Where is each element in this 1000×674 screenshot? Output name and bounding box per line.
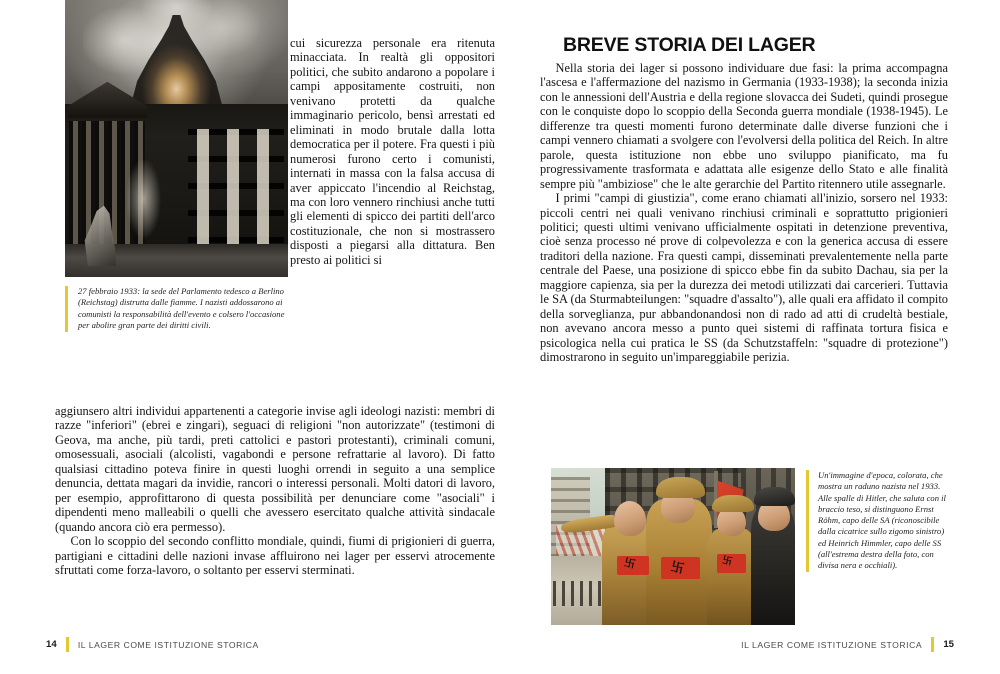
photo-insignia-1: 卐 xyxy=(623,557,637,572)
photo-cap-rohm xyxy=(656,477,705,497)
footer-right-page xyxy=(741,637,954,652)
page-title: BREVE STORIA DEI LAGER xyxy=(563,34,816,56)
footer-left-page xyxy=(46,637,259,652)
running-head: IL LAGER COME ISTITUZIONE STORICA xyxy=(741,639,923,650)
photo-insignia-3: 卐 xyxy=(720,555,733,569)
left-column-full-text xyxy=(55,404,495,577)
accent-rule xyxy=(66,637,69,652)
running-head: IL LAGER COME ISTITUZIONE STORICA xyxy=(77,639,259,650)
photo-windows xyxy=(188,129,284,246)
paragraph: I primi "campi di giustizia", come erano chiamati all'inizio, sorsero nel 1933: piccoli centri nei quali venivano rinchiusi criminali e soprattutto prigionieri politici; questi ultimi venivano ufficialmente ospitati in detenzione preventiva, cioè senza processo né prove di colpevolezza e con la generica accusa di essere traditori della nazione. Fra questi campi, disseminati prevalentemente nella parte centrale del Paese, una posizione di spicco ebbe fin da subito Dachau, sia per la maggiore capienza, sia per la durezza dei metodi utilizzati dai carcerieri. Tuttavia le SA (da Sturmabteilungen: "squadre d'assalto"), alle quali era affidato il compito della sorveglianza, pur abbandonandosi non di rado ad atti di crudeltà bestiale, non avevano ancora messo a punto quei sistemi di raffinata tortura fisica e psicologica nella cui pratica le SS (da Schutzstaffeln: "squadre di protezione") dimostrarono in seguito un'impareggiabile perizia. xyxy=(540,191,948,365)
photo-figure-officer xyxy=(707,528,756,625)
left-column-narrow-text xyxy=(290,36,495,267)
photo-insignia-2: 卐 xyxy=(669,558,685,576)
reichstag-fire-photo xyxy=(65,0,288,277)
photo-head-hitler xyxy=(614,501,646,536)
page-number: 15 xyxy=(943,639,954,650)
accent-rule xyxy=(931,637,934,652)
paragraph: aggiunsero altri individui appartenenti a categorie invise agli ideologi nazisti: membri di razze "inferiori" (ebrei e zingari), seguaci di religioni "non autorizzate" (testimoni di Geova, ma anche, più tardi, preti cattolici e pastori protestanti), criminali comuni, omosessuali, asociali (alcolisti, vagabondi e persone refrattarie al lavoro). Di fatto qualsiasi cittadino poteva finire in questi luoghi orrendi in seguito a una semplice denuncia, dettata magari da invidie, rancori o interessi personali. Molti datori di lavoro, per esempio, approfittarono di questa possibilità per denunciare come "asociali" i dipendenti meno malleabili o quelli che avessero esercitato qualche attività sindacale (quando ancora ciò era permesso). xyxy=(55,404,495,534)
photo-cap-himmler xyxy=(754,487,795,506)
nazi-rally-colorized-photo xyxy=(551,468,795,625)
paragraph: Nella storia dei lager si possono individuare due fasi: la prima accompagna l'ascesa e l'affermazione del nazismo in Germania (1933-1938); la seconda inizia con le annessioni dell'Austria e della regione slovacca dei Sudeti, quindi prosegue con le conquiste dopo lo scoppio della Seconda guerra mondiale (1938-1945). Le differenze tra questi momenti furono determinate dalle diverse funzioni che i campi vennero chiamati a svolgere con l'evolversi della politica del Reich. In altre parole, questa istituzione non ebbe uno sviluppo pianificato, ma fu progressivamente trasformata e adattata alle esigenze dello Stato e alle finalità sempre più "ambiziose" che le alte gerarchie del Partito ritennero utile assegnarle. xyxy=(540,61,948,191)
photo-cap-officer xyxy=(712,495,753,512)
caption-reichstag: 27 febbraio 1933: la sede del Parlamento tedesco a Berlino (Reichstag) distrutta dalle fiamme. I nazisti addossarono ai comunisti la responsabilità dell'evento e colsero l'occasione per abolire gran parte dei diritti civili. xyxy=(65,286,287,332)
caption-rally: Un'immagine d'epoca, colorata, che mostra un raduno nazista nel 1933. Alle spalle di Hitler, che saluta con il braccio teso, si distinguono Ernst Röhm, capo delle SA (riconoscibile dalla cicatrice sullo zigomo sinistro) ed Heinrich Himmler, capo delle SS (all'estrema destra della foto, con divisa nera e occhiali). xyxy=(806,470,951,572)
photo-fire-glow xyxy=(119,143,168,255)
paragraph: cui sicurezza personale era ritenuta minacciata. In realtà gli oppositori politici, che subito andarono a popolare i campi appositamente costruiti, non venivano protetti da qualche immaginario pericolo, bensì arrestati ed eliminati in modo brutale dalla lotta democratica per il potere. Fra questi i più numerosi furono certo i comunisti, internati in massa con la falsa accusa di aver appiccato l'incendio al Reichstag, ma con loro vennero rinchiusi anche tutti gli elementi di spicco dei partiti dell'arco costituzionale, che non si mostrassero disposti a piegarsi alla dittatura. Ben presto ai politici si xyxy=(290,36,495,267)
paragraph: Con lo scoppio del secondo conflitto mondiale, quindi, fiumi di prigionieri di guerra, partigiani e cittadini delle nazioni invase affluirono nei lager per esservi atrocemente sfruttati come forza-lavoro, o soltanto per esservi sterminati. xyxy=(55,534,495,577)
page-number: 14 xyxy=(46,639,57,650)
right-column-text xyxy=(540,61,948,365)
